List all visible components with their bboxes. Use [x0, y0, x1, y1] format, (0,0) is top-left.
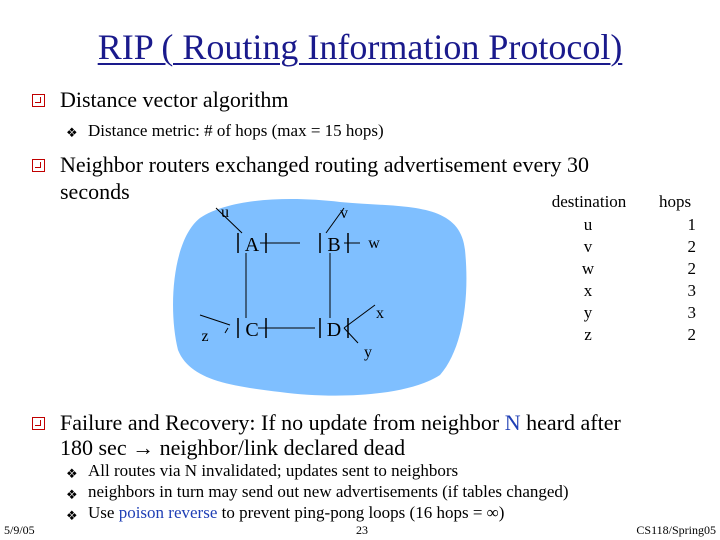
router-d: D — [326, 319, 342, 341]
sub-bullet-routes-invalidated: All routes via N invalidated; updates sent to neighbors — [88, 461, 459, 480]
network-w: w — [368, 235, 380, 252]
cell-destination: u — [583, 215, 593, 234]
table-row — [540, 324, 710, 346]
table-row — [540, 258, 710, 280]
router-c: C — [245, 319, 259, 341]
table-row — [540, 302, 710, 324]
network-cloud — [173, 199, 466, 396]
diamond-bullet-icon: ❖ — [66, 125, 78, 140]
implies-arrow-icon: → — [132, 435, 155, 460]
slide-title: RIP ( Routing Information Protocol) — [97, 27, 623, 67]
sub-bullet-distance-metric: Distance metric: # of hops (max = 15 hops) — [88, 121, 384, 140]
router-a: A — [244, 234, 260, 256]
bullet-neighbor-line1: Neighbor routers exchanged routing advertisement every 30 — [60, 152, 590, 177]
header-destination: destination — [551, 192, 627, 211]
table-header — [540, 191, 710, 213]
cell-destination: y — [583, 303, 593, 322]
square-bullet-icon — [32, 94, 45, 107]
network-z: z — [201, 328, 209, 345]
poison-text-pre: Use — [88, 503, 119, 522]
failure-text-d: neighbor/link declared dead — [154, 435, 406, 460]
poison-reverse-term: poison reverse — [118, 503, 218, 522]
table-row — [540, 280, 710, 302]
cell-hops: 2 — [687, 237, 696, 256]
cell-hops: 3 — [687, 303, 696, 322]
table-row — [540, 214, 710, 236]
network-diagram — [170, 190, 470, 400]
neighbor-n: N — [504, 410, 521, 435]
cell-hops: 2 — [687, 325, 696, 344]
network-v: v — [340, 205, 348, 222]
diamond-bullet-icon: ❖ — [66, 487, 78, 502]
network-y: y — [364, 344, 372, 361]
diamond-bullet-icon: ❖ — [66, 466, 78, 481]
failure-text-b: heard after — [520, 410, 621, 435]
cell-destination: w — [581, 259, 595, 278]
bullet-distance-vector: Distance vector algorithm — [60, 87, 289, 112]
cell-destination: x — [583, 281, 593, 300]
table-row — [540, 236, 710, 258]
network-x: x — [376, 305, 384, 322]
routing-table — [540, 191, 710, 361]
sub-bullet-new-advertisements: neighbors in turn may send out new advertisements (if tables changed) — [88, 482, 569, 501]
failure-text-c: 180 sec — [60, 435, 133, 460]
cell-destination: z — [584, 325, 592, 344]
router-b: B — [327, 234, 341, 256]
bullet-neighbor-line2: seconds — [60, 179, 130, 204]
footer-date: 5/9/05 — [4, 523, 35, 537]
sub-bullet-poison-reverse — [88, 503, 504, 523]
footer-course: CS118/Spring05 — [636, 523, 716, 537]
header-hops: hops — [658, 192, 692, 211]
bullet-failure-line1 — [60, 411, 621, 435]
diamond-bullet-icon: ❖ — [66, 508, 78, 523]
footer-page-number: 23 — [356, 523, 368, 537]
cell-hops: 1 — [687, 215, 696, 234]
bullet-failure-line2 — [60, 436, 405, 460]
poison-text-post: to prevent ping-pong loops (16 hops = ∞) — [217, 503, 505, 522]
failure-text-a: Failure and Recovery: If no update from neighbor — [60, 410, 505, 435]
cell-hops: 3 — [687, 281, 696, 300]
square-bullet-icon — [32, 159, 45, 172]
cell-destination: v — [583, 237, 593, 256]
square-bullet-icon — [32, 417, 45, 430]
cell-hops: 2 — [687, 259, 696, 278]
network-u: u — [221, 204, 229, 221]
